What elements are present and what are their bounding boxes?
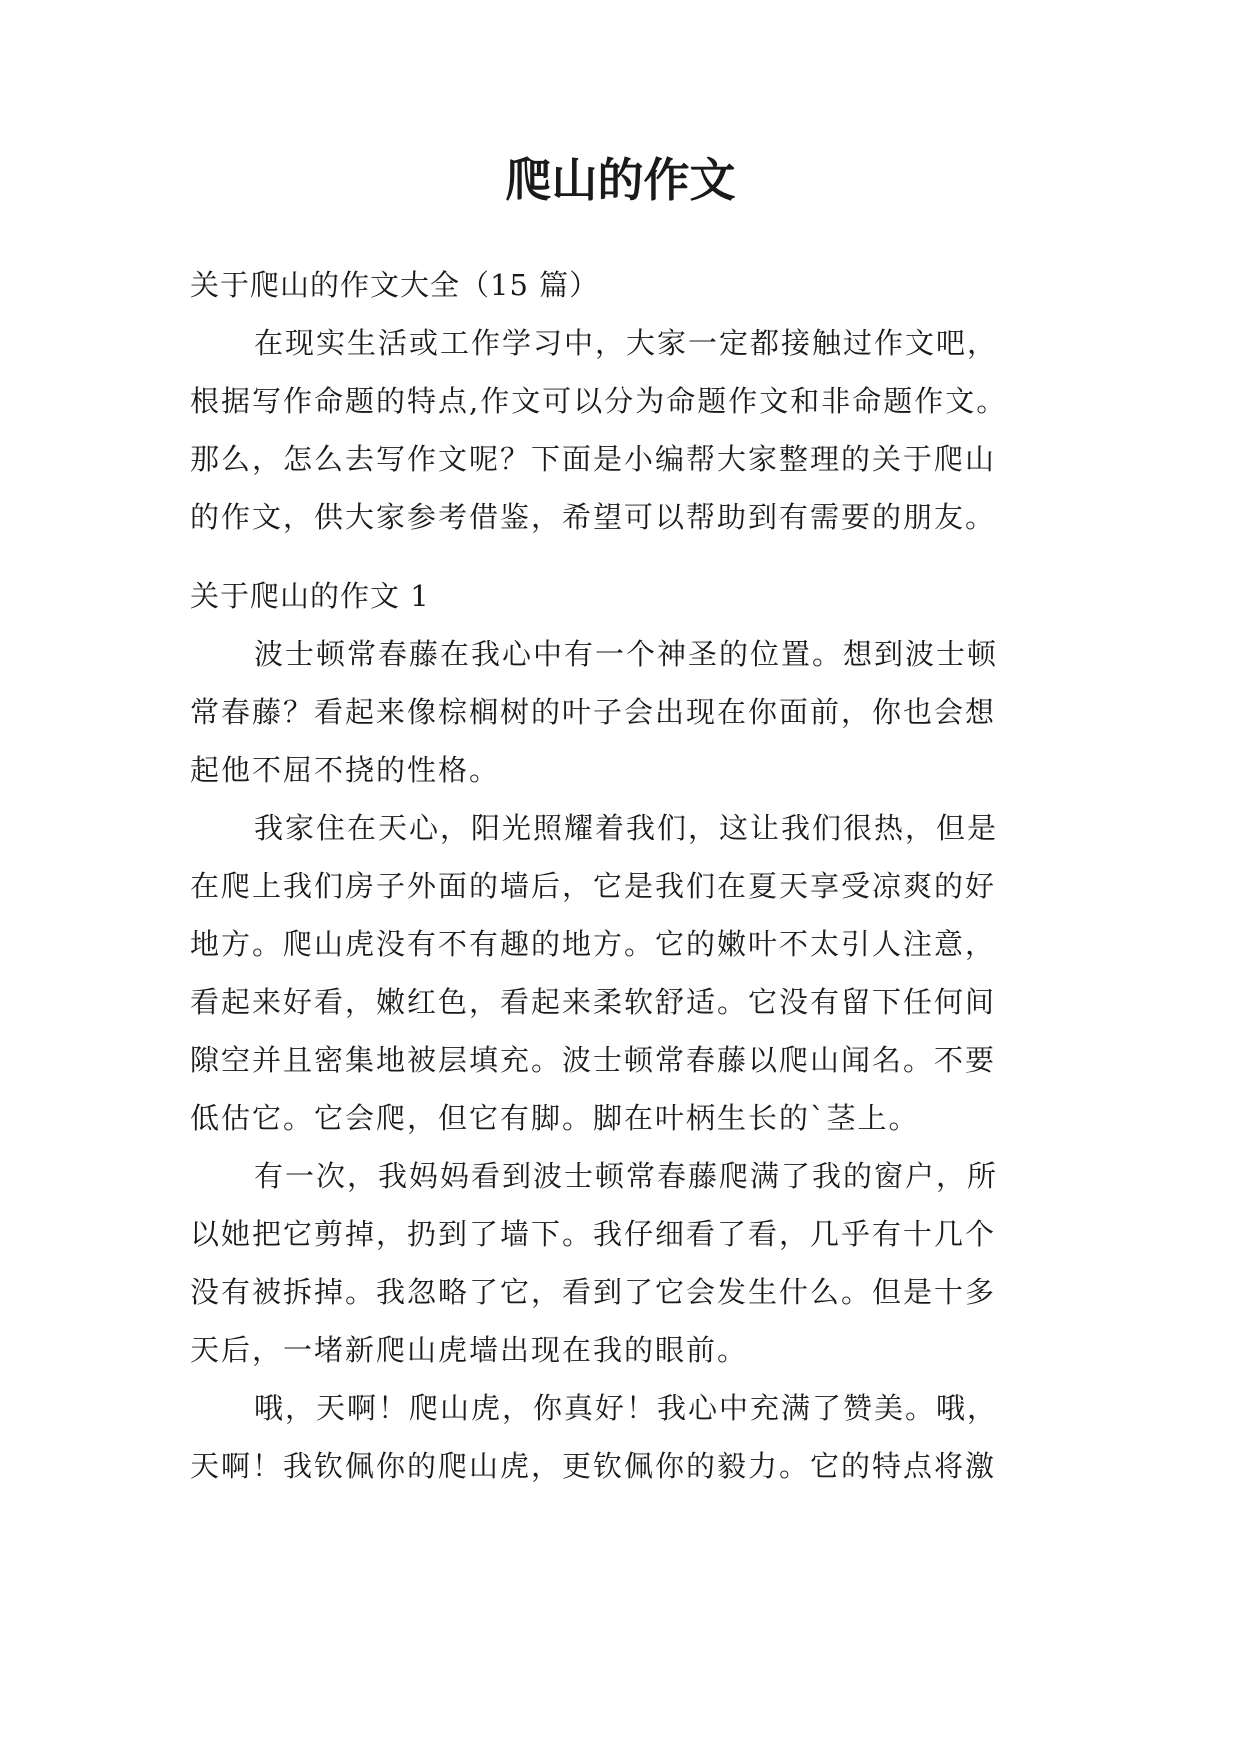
document-title: 爬山的作文 <box>505 153 736 207</box>
intro-section <box>190 256 1070 546</box>
paragraph-line: 在爬上我们房子外面的墙后，它是我们在夏天享受凉爽的好 <box>190 869 997 903</box>
paragraph-line: 低估它。它会爬，但它有脚。脚在叶柄生长的`茎上。 <box>190 1101 920 1135</box>
intro-line: 根据写作命题的特点,作文可以分为命题作文和非命题作文。 <box>190 384 1008 418</box>
paragraph-line: 隙空并且密集地被层填充。波士顿常春藤以爬山闻名。不要 <box>190 1043 997 1077</box>
essay-1-section <box>190 567 1070 1495</box>
paragraph-line: 哦，天啊！爬山虎，你真好！我心中充满了赞美。哦， <box>254 1391 999 1425</box>
paragraph-line: 地方。爬山虎没有不有趣的地方。它的嫩叶不太引人注意， <box>190 927 997 961</box>
intro-heading: 关于爬山的作文大全（15 篇） <box>190 268 600 302</box>
paragraph-line: 我家住在天心，阳光照耀着我们，这让我们很热，但是 <box>254 811 999 845</box>
intro-line: 那么，怎么去写作文呢？下面是小编帮大家整理的关于爬山 <box>190 442 997 476</box>
paragraph-line: 看起来好看，嫩红色，看起来柔软舒适。它没有留下任何间 <box>190 985 997 1019</box>
paragraph-line: 波士顿常春藤在我心中有一个神圣的位置。想到波士顿 <box>254 637 999 671</box>
intro-line: 在现实生活或工作学习中，大家一定都接触过作文吧， <box>254 326 999 360</box>
paragraph-line: 有一次，我妈妈看到波士顿常春藤爬满了我的窗户，所 <box>254 1159 999 1193</box>
essay-heading: 关于爬山的作文 1 <box>190 579 430 613</box>
paragraph-line: 以她把它剪掉，扔到了墙下。我仔细看了看，几乎有十几个 <box>190 1217 997 1251</box>
paragraph-line: 常春藤？看起来像棕榈树的叶子会出现在你面前，你也会想 <box>190 695 997 729</box>
paragraph-line: 没有被拆掉。我忽略了它，看到了它会发生什么。但是十多 <box>190 1275 997 1309</box>
paragraph-line: 天啊！我钦佩你的爬山虎，更钦佩你的毅力。它的特点将激 <box>190 1449 997 1483</box>
paragraph-line: 起他不屈不挠的性格。 <box>190 753 501 787</box>
paragraph-line: 天后，一堵新爬山虎墙出现在我的眼前。 <box>190 1333 749 1367</box>
intro-line: 的作文，供大家参考借鉴，希望可以帮助到有需要的朋友。 <box>190 500 997 534</box>
